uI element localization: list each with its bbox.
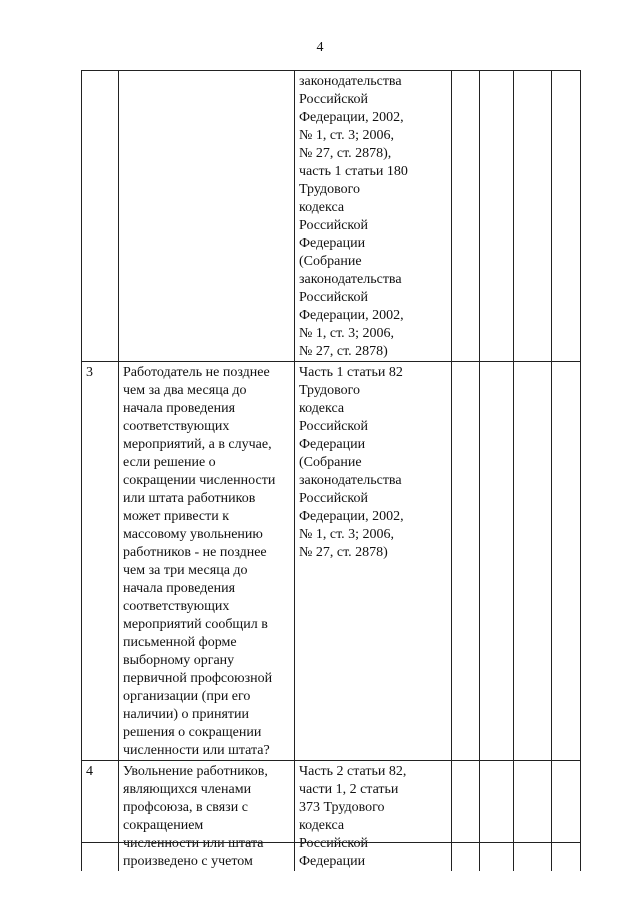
question-cell: Работодатель не позднее чем за два месяца до начала проведения соответствующих мероприятий, а в случае, если решение о сокращении численности или штата работников может привести к массовому увольнению работников - не позднее чем за три месяца до начала проведения соответствующих мероприятий сообщил в письменной форме выборному органу первичной профсоюзной организации (при его наличии) о принятии решения о сокращении численности или штата? — [119, 362, 295, 761]
answer-na-cell — [514, 362, 552, 761]
answer-no-cell — [480, 761, 514, 872]
answer-no-cell — [480, 362, 514, 761]
requisites-cell: Часть 2 статьи 82, части 1, 2 статьи 373 Трудового кодекса Российской Федерации — [295, 761, 452, 872]
table-row — [82, 761, 581, 872]
row-number-cell: 4 — [82, 761, 119, 872]
row-number-cell: 3 — [82, 362, 119, 761]
requisites-cell: законодательства Российской Федерации, 2002, № 1, ст. 3; 2006, № 27, ст. 2878), часть 1 статьи 180 Трудового кодекса Российской Федерации (Собрание законодательства Российской Федерации, 2002, № 1, ст. 3; 2006, № 27, ст. 2878) — [295, 71, 452, 362]
page-number: 4 — [316, 40, 324, 55]
answer-na-cell — [514, 761, 552, 872]
answer-yes-cell — [452, 362, 480, 761]
answer-no-cell — [480, 71, 514, 362]
table-row — [82, 71, 581, 362]
answer-yes-cell — [452, 71, 480, 362]
answer-na-cell — [514, 71, 552, 362]
checklist-table — [81, 70, 581, 871]
note-cell — [552, 71, 581, 362]
row-number-cell — [82, 71, 119, 362]
requisites-cell: Часть 1 статьи 82 Трудового кодекса Российской Федерации (Собрание законодательства Российской Федерации, 2002, № 1, ст. 3; 2006, № 27, ст. 2878) — [295, 362, 452, 761]
note-cell — [552, 761, 581, 872]
question-cell: Увольнение работников, являющихся членами профсоюза, в связи с сокращением численности или штата произведено с учетом — [119, 761, 295, 872]
answer-yes-cell — [452, 761, 480, 872]
table-row — [82, 362, 581, 761]
question-cell — [119, 71, 295, 362]
note-cell — [552, 362, 581, 761]
table-bottom-border — [81, 842, 580, 843]
